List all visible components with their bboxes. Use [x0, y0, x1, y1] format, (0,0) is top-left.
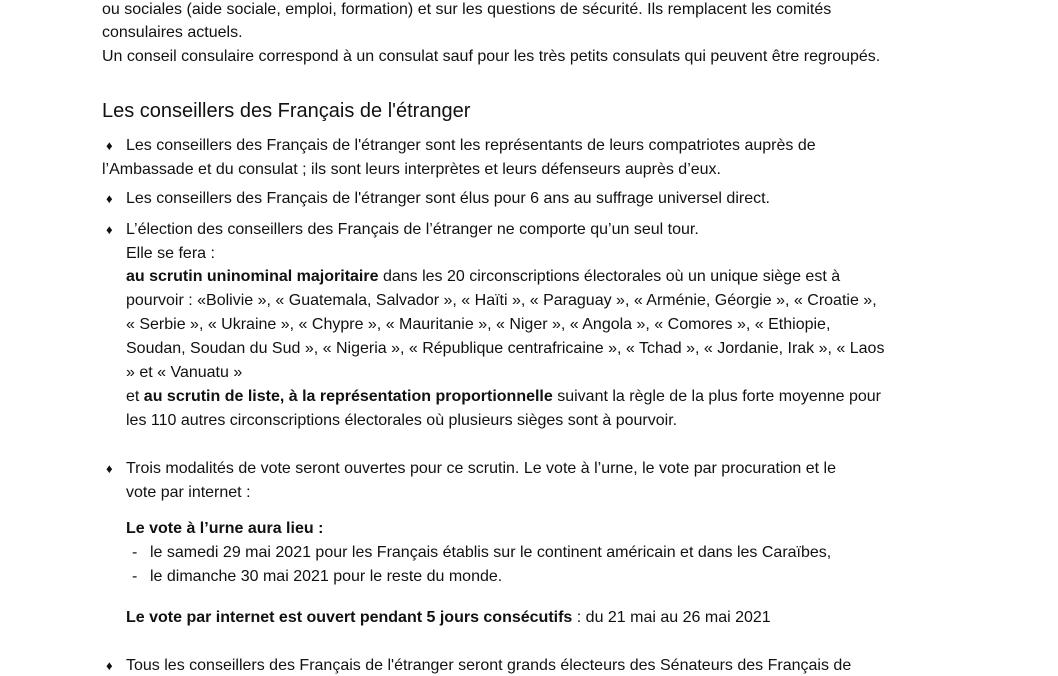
dash-bullet-icon: -: [132, 568, 138, 585]
bullet-3-line-4: pourvoir : «Bolivie », « Guatemala, Salvador », « Haïti », « Paraguay », « Arménie, Géorgie », « Croatie »,: [126, 292, 877, 309]
bullet-3-line-8-prefix: et: [126, 388, 144, 405]
bullet-4-line-2: vote par internet :: [126, 484, 251, 501]
bullet-5-line-1: Tous les conseillers des Français de l'étranger seront grands électeurs des Sénateurs des Français de: [126, 657, 852, 674]
internet-vote-line: [126, 608, 771, 628]
urne-item-1: le samedi 29 mai 2021 pour les Français établis sur le continent américain et dans les Caraïbes,: [150, 544, 832, 561]
bullet-3-line-3: [126, 267, 840, 287]
bullet-4-line-1: Trois modalités de vote seront ouvertes pour ce scrutin. Le vote à l’urne, le vote par procuration et le: [126, 460, 836, 477]
urne-item-2: le dimanche 30 mai 2021 pour le reste du monde.: [150, 568, 503, 585]
diamond-bullet-icon: ♦: [106, 461, 113, 476]
internet-vote-dates: : du 21 mai au 26 mai 2021: [572, 609, 771, 626]
bullet-3-line-3-rest: dans les 20 circonscriptions électorales où un unique siège est à: [378, 268, 841, 285]
bullet-3-line-8: [126, 387, 881, 407]
internet-vote-label: Le vote par internet est ouvert pendant 5 jours consécutifs: [126, 609, 573, 626]
bullet-1-line-1: Les conseillers des Français de l'étranger sont les représentants de leurs compatriotes auprès de: [126, 137, 816, 154]
bullet-3-line-1: L’élection des conseillers des Français de l’étranger ne comporte qu’un seul tour.: [126, 221, 699, 238]
bullet-3-line-6: Soudan, Soudan du Sud », « Nigeria », « République centrafricaine », « Tchad », « Jordanie, Irak », « Laos: [126, 340, 885, 357]
diamond-bullet-icon: ♦: [106, 222, 113, 237]
intro-line-2: consulaires actuels.: [102, 24, 243, 41]
intro-line-3: Un conseil consulaire correspond à un consulat sauf pour les très petits consulats qui peuvent être regroupés.: [102, 48, 881, 65]
bullet-3-line-2: Elle se fera :: [126, 245, 215, 262]
bullet-1-line-2: l’Ambassade et du consulat ; ils sont leurs interprètes et leurs défenseurs auprès d’eux.: [102, 161, 721, 178]
bullet-3-line-5: « Serbie », « Ukraine », « Chypre », « Mauritanie », « Niger », « Angola », « Comores », « Ethiopie,: [126, 316, 831, 333]
urne-heading: Le vote à l’urne aura lieu :: [126, 520, 324, 537]
bullet-2-line-1: Les conseillers des Français de l'étranger sont élus pour 6 ans au suffrage universel direct.: [126, 190, 770, 207]
bullet-3-line-9: les 110 autres circonscriptions électorales où plusieurs sièges sont à pourvoir.: [126, 412, 678, 429]
intro-line-1: ou sociales (aide sociale, emploi, formation) et sur les questions de sécurité. Ils remplacent les comités: [102, 1, 832, 18]
dash-bullet-icon: -: [132, 544, 138, 561]
diamond-bullet-icon: ♦: [106, 658, 113, 673]
diamond-bullet-icon: ♦: [106, 191, 113, 206]
bullet-3-line-7: » et « Vanuatu »: [126, 364, 243, 381]
section-heading: Les conseillers des Français de l'étranger: [102, 100, 471, 122]
diamond-bullet-icon: ♦: [106, 138, 113, 153]
scrutin-uninominal-label: au scrutin uninominal majoritaire: [126, 268, 379, 285]
scrutin-liste-label: au scrutin de liste, à la représentation proportionnelle: [143, 388, 553, 405]
bullet-3-line-8-rest: suivant la règle de la plus forte moyenne pour: [552, 388, 881, 405]
